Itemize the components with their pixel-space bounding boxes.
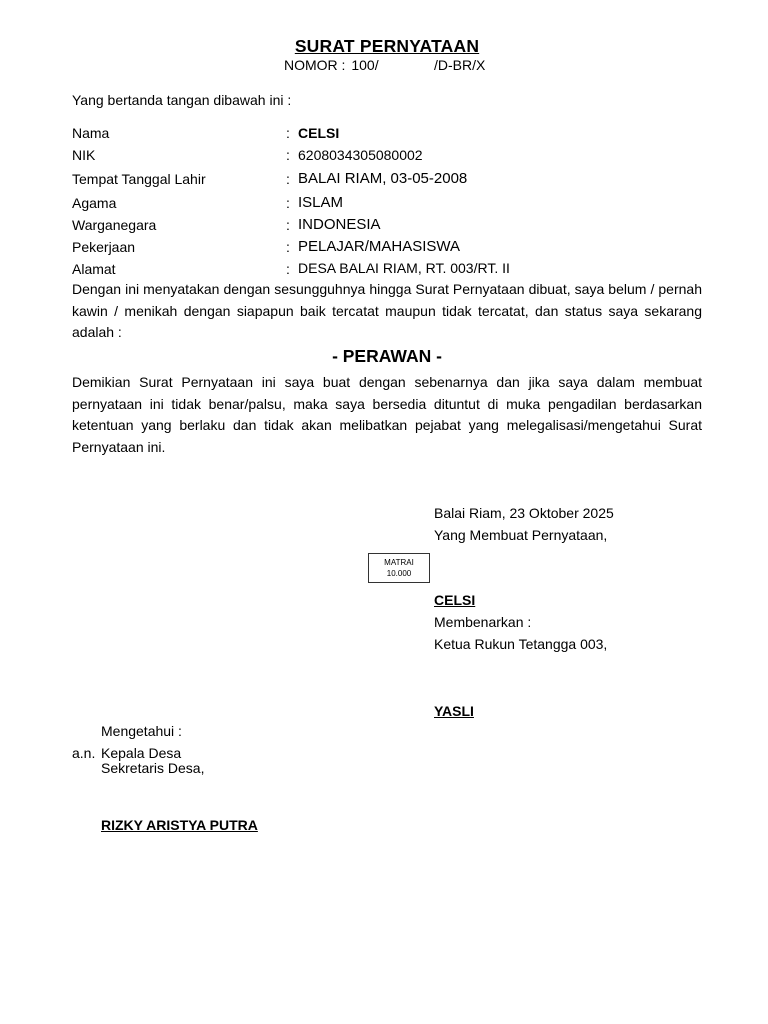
closing-paragraph: Demikian Surat Pernyataan ini saya buat dengan sebenarnya dan jika saya dalam membuat pernyataan ini tidak benar/palsu, maka saya bersedia dituntut di muka pengadilan berdasarkan ketentuan yang berlaku dan tidak akan melibatkan pejabat yang melegalisasi/mengetahui Surat Pernyataan ini. bbox=[72, 374, 702, 455]
field-label-warganegara: Warganegara bbox=[72, 217, 157, 233]
document-title: SURAT PERNYATAAN bbox=[294, 36, 480, 56]
field-label-nama: Nama bbox=[72, 125, 110, 141]
field-label-pekerjaan: Pekerjaan bbox=[72, 239, 136, 255]
maker-name: CELSI bbox=[434, 592, 476, 608]
field-label-nik: NIK bbox=[72, 147, 96, 163]
acknowledge-name: RIZKY ARISTYA PUTRA bbox=[101, 817, 258, 833]
field-colon: : bbox=[286, 195, 290, 211]
rt-title: Ketua Rukun Tetangga 003, bbox=[434, 636, 608, 652]
matrai-stamp-box bbox=[368, 553, 430, 583]
intro-text: Yang bertanda tangan dibawah ini : bbox=[72, 92, 292, 108]
statement-paragraph: Dengan ini menyatakan dengan sesungguhnya hingga Surat Pernyataan dibuat, saya belum / pernah kawin / menikah dengan siapapun baik tercatat maupun tidak tercatat, dan status saya sekarang adalah : bbox=[72, 281, 702, 340]
maker-label: Yang Membuat Pernyataan, bbox=[434, 527, 608, 543]
confirm-label: Membenarkan : bbox=[434, 614, 532, 630]
field-label-alamat: Alamat bbox=[72, 261, 116, 277]
nomor-number: 100/ bbox=[351, 57, 379, 73]
field-value-nama: CELSI bbox=[298, 125, 340, 141]
field-value-alamat: DESA BALAI RIAM, RT. 003/RT. II bbox=[298, 260, 510, 276]
acknowledge-title-line1: Kepala Desa bbox=[101, 745, 182, 761]
rt-name: YASLI bbox=[434, 703, 474, 719]
field-value-ttl: BALAI RIAM, 03-05-2008 bbox=[298, 170, 468, 187]
field-label-ttl: Tempat Tanggal Lahir bbox=[72, 171, 206, 187]
field-value-nik: 6208034305080002 bbox=[298, 147, 423, 163]
acknowledge-prefix: a.n. bbox=[72, 745, 96, 761]
acknowledge-title-line2: Sekretaris Desa, bbox=[101, 760, 205, 776]
field-colon: : bbox=[286, 147, 290, 163]
nomor-suffix: /D-BR/X bbox=[434, 57, 486, 73]
field-value-warganegara: INDONESIA bbox=[298, 216, 381, 233]
nomor-label: NOMOR : bbox=[284, 57, 346, 73]
field-label-agama: Agama bbox=[72, 195, 117, 211]
field-value-pekerjaan: PELAJAR/MAHASISWA bbox=[298, 238, 460, 255]
field-colon: : bbox=[286, 171, 290, 187]
place-date: Balai Riam, 23 Oktober 2025 bbox=[434, 505, 614, 521]
matrai-value: 10.000 bbox=[386, 569, 412, 578]
document-number bbox=[284, 57, 486, 73]
field-colon: : bbox=[286, 125, 290, 141]
status-heading: - PERAWAN - bbox=[332, 346, 442, 366]
field-value-agama: ISLAM bbox=[298, 194, 344, 211]
field-colon: : bbox=[286, 239, 290, 255]
matrai-label: MATRAI bbox=[384, 558, 414, 567]
acknowledge-label: Mengetahui : bbox=[101, 723, 182, 739]
field-colon: : bbox=[286, 261, 290, 277]
field-colon: : bbox=[286, 217, 290, 233]
